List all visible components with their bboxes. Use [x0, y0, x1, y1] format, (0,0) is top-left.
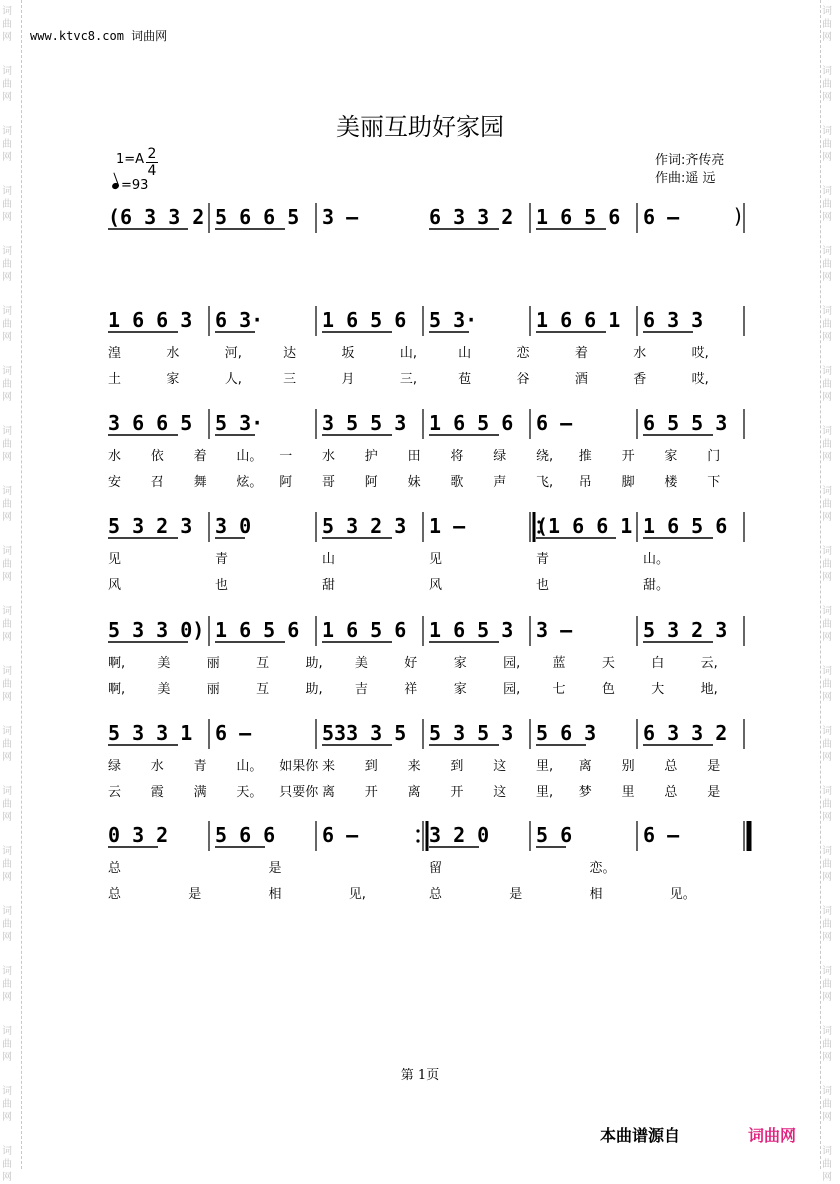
lyric-syllable: 蓝	[552, 656, 566, 671]
note-group: 3 0	[215, 514, 252, 538]
watermark-text: 词 曲 网	[822, 6, 832, 43]
lyric-syllable: 绕,	[536, 449, 554, 464]
note-group: 1 6 5 6	[322, 618, 407, 642]
lyric-syllable: 水	[633, 346, 647, 361]
note-group: 1 6 5 6	[429, 411, 514, 435]
lyric-syllable: 是	[268, 861, 282, 876]
lyric-syllable: 水	[150, 759, 164, 774]
note-group: 5 3·	[215, 411, 264, 435]
note-group: 6 –	[643, 205, 680, 229]
lyric-syllable: 青	[193, 759, 207, 774]
note-group: 1 6 5 3	[429, 618, 514, 642]
lyric-syllable: 这	[493, 759, 507, 774]
watermark-text: 词 曲 网	[822, 1146, 832, 1183]
lyric-syllable: 满	[193, 785, 207, 800]
lyric-syllable: 谷	[516, 372, 530, 387]
watermark-text: 词 曲 网	[2, 1026, 12, 1063]
key-signature: 1=A	[116, 152, 145, 167]
lyric-syllable: 哎,	[691, 372, 709, 387]
watermark-text: 词 曲 网	[2, 486, 12, 523]
watermark-text: 词 曲 网	[822, 786, 832, 823]
lyric-syllable: 水	[166, 346, 180, 361]
note-group: 6 –	[215, 721, 252, 745]
lyric-syllable: 总	[664, 759, 678, 774]
note-group: 6 3 3 2	[429, 205, 514, 229]
lyric-syllable: 一	[279, 449, 293, 464]
lyric-syllable: 天	[601, 656, 615, 671]
note-group: 6 3 3 2	[643, 721, 728, 745]
note-group: 5 3 3 1	[108, 721, 193, 745]
lyric-syllable: 也	[215, 578, 229, 593]
lyric-syllable: 家	[664, 449, 678, 464]
lyric-syllable: 霞	[150, 785, 164, 800]
watermark-text: 词 曲 网	[822, 846, 832, 883]
watermark-text: 词 曲 网	[822, 186, 832, 223]
watermark-text: 词 曲 网	[822, 966, 832, 1003]
lyric-syllable: 妹	[407, 475, 421, 490]
note-group: 3 –	[536, 618, 573, 642]
lyric-syllable: 云,	[700, 656, 718, 671]
lyric-syllable: 地,	[700, 682, 718, 697]
lyric-syllable: 美	[157, 656, 171, 671]
lyric-syllable: 里	[621, 785, 635, 800]
lyric-syllable: 助,	[305, 656, 323, 671]
lyric-syllable: 互	[256, 656, 270, 671]
lyric-syllable: 推	[578, 449, 592, 464]
watermark-text: 词 曲 网	[822, 666, 832, 703]
lyric-syllable: 酒	[574, 372, 588, 387]
note-group: (6 3 3 2	[108, 205, 205, 229]
watermark-text: 词 曲 网	[2, 6, 12, 43]
lyric-syllable: 梦	[578, 785, 592, 800]
lyric-syllable: 见。	[669, 887, 696, 902]
note-group: 1 6 5 6	[322, 308, 407, 332]
watermark-text: 词 曲 网	[822, 546, 832, 583]
note-group: 3 6 6 5	[108, 411, 193, 435]
lyric-syllable: 天。	[236, 785, 263, 800]
lyric-syllable: 水	[108, 449, 122, 464]
site-header[interactable]: www.ktvc8.com 词曲网	[30, 29, 168, 43]
note-group: 533 3 5	[322, 721, 407, 745]
lyric-syllable: 总	[108, 887, 122, 902]
lyric-syllable: 绿	[108, 759, 122, 774]
lyric-syllable: 阿	[364, 475, 378, 490]
watermark-text: 词 曲 网	[2, 1086, 12, 1123]
watermark-text: 词 曲 网	[2, 306, 12, 343]
lyric-syllable: 月	[341, 372, 355, 387]
watermark-text: 词 曲 网	[2, 366, 12, 403]
lyric-syllable: 土	[108, 372, 122, 387]
lyric-syllable: 香	[633, 372, 647, 387]
lyric-syllable: 山。	[236, 759, 263, 774]
lyric-syllable: 楼	[664, 475, 678, 490]
lyric-syllable: 家	[453, 682, 467, 697]
lyric-syllable: 恋	[516, 346, 530, 361]
watermark-text: 词 曲 网	[2, 846, 12, 883]
lyric-syllable: 田	[407, 449, 421, 464]
watermark-text: 词 曲 网	[2, 906, 12, 943]
lyric-syllable: 白	[651, 656, 665, 671]
lyric-syllable: 里,	[536, 759, 554, 774]
lyric-syllable: 色	[601, 682, 615, 697]
lyric-syllable: 炫。	[236, 475, 263, 490]
lyric-syllable: 水	[322, 449, 336, 464]
lyric-syllable: 离	[322, 785, 336, 800]
lyric-syllable: 啊,	[108, 656, 126, 671]
repeat-dot	[416, 839, 419, 842]
note-group: 6 –	[536, 411, 573, 435]
lyric-syllable: 里,	[536, 785, 554, 800]
lyric-syllable: 歌	[450, 475, 464, 490]
watermark-text: 词 曲 网	[2, 786, 12, 823]
note-group: (1 6 6 1	[536, 514, 633, 538]
lyric-syllable: 山,	[399, 346, 417, 361]
note-group: 1 –	[429, 514, 466, 538]
lyricist: 作词:齐传亮	[655, 153, 725, 168]
lyric-syllable: 离	[578, 759, 592, 774]
lyric-syllable: 到	[364, 759, 378, 774]
watermark-text: 词 曲 网	[2, 126, 12, 163]
time-numerator: 2	[147, 146, 157, 162]
lyric-syllable: 到	[450, 759, 464, 774]
watermark-text: 词 曲 网	[822, 486, 832, 523]
lyric-syllable: 三,	[399, 372, 417, 387]
note-group: 6 –	[643, 823, 680, 847]
lyric-syllable: 安	[108, 475, 122, 490]
watermark-text: 词 曲 网	[2, 606, 12, 643]
lyric-syllable: 山。	[236, 449, 263, 464]
lyric-syllable: 园,	[503, 682, 521, 697]
lyric-syllable: 丽	[206, 656, 220, 671]
lyric-syllable: 下	[707, 475, 721, 490]
lyric-syllable: 依	[150, 449, 164, 464]
note-group: 5 3 5 3	[429, 721, 514, 745]
watermark-text: 词 曲 网	[2, 966, 12, 1003]
lyric-syllable: 丽	[206, 682, 220, 697]
note-group: 6 3·	[215, 308, 264, 332]
lyric-syllable: 别	[621, 759, 635, 774]
lyric-syllable: 是	[707, 759, 721, 774]
repeat-dot	[416, 829, 419, 832]
lyric-syllable: 美	[354, 656, 368, 671]
note-group: 5 3 2 3	[643, 618, 728, 642]
lyric-syllable: 祥	[404, 682, 418, 697]
lyric-syllable: 绿	[493, 449, 507, 464]
lyric-syllable: 家	[166, 372, 180, 387]
lyric-syllable: 门	[707, 449, 721, 464]
note-group: 6 3 3	[643, 308, 704, 332]
lyric-syllable: 园,	[503, 656, 521, 671]
lyric-syllable: 着	[574, 346, 588, 361]
watermark-text: 词 曲 网	[2, 186, 12, 223]
lyric-syllable: 青	[536, 552, 550, 567]
note-group: 1 6 5 6	[215, 618, 300, 642]
watermark-text: 词 曲 网	[822, 426, 832, 463]
lyric-syllable: 风	[429, 578, 443, 593]
time-denominator: 4	[147, 163, 157, 179]
watermark-text: 词 曲 网	[822, 606, 832, 643]
lyric-syllable: 总	[664, 785, 678, 800]
lyric-syllable: 人,	[224, 372, 242, 387]
lyric-syllable: 达	[283, 346, 297, 361]
lyric-syllable: 开	[364, 785, 378, 800]
footer-brand[interactable]: 词曲网	[748, 1126, 797, 1145]
watermark-text: 词 曲 网	[2, 666, 12, 703]
watermark-text: 词 曲 网	[822, 306, 832, 343]
lyric-syllable: 哎,	[691, 346, 709, 361]
note-group: 6 5 5 3	[643, 411, 728, 435]
note-group: 3 2 0	[429, 823, 490, 847]
lyric-syllable: 见	[108, 552, 122, 567]
lyric-syllable: 湟	[108, 346, 122, 361]
lyric-syllable: 青	[215, 552, 229, 567]
composer: 作曲:遥 远	[655, 171, 716, 186]
watermark-text: 词 曲 网	[2, 546, 12, 583]
lyric-syllable: 声	[493, 475, 507, 490]
lyric-syllable: 吉	[354, 682, 368, 697]
lyric-syllable: 相	[589, 887, 603, 902]
lyric-syllable: 召	[150, 475, 164, 490]
lyric-syllable: 飞,	[536, 475, 554, 490]
lyric-syllable: 来	[322, 759, 336, 774]
lyric-syllable: 护	[364, 449, 378, 464]
watermark-text: 词 曲 网	[822, 1086, 832, 1123]
lyric-syllable: 三	[283, 372, 297, 387]
watermark-text: 词 曲 网	[2, 1146, 12, 1183]
note-group: 5 6 6	[215, 823, 276, 847]
lyric-syllable: 也	[536, 578, 550, 593]
note-group: 0 3 2	[108, 823, 169, 847]
lyric-syllable: 助,	[305, 682, 323, 697]
watermark-text: 词 曲 网	[822, 66, 832, 103]
note-group: 5 3 2 3	[108, 514, 193, 538]
note-group: 5 6 6 5	[215, 205, 300, 229]
lyric-syllable: 总	[108, 861, 122, 876]
note-group: 1 6 6 1	[536, 308, 621, 332]
lyric-syllable: 山	[322, 552, 336, 567]
watermark-text: 词 曲 网	[822, 246, 832, 283]
lyric-syllable: 大	[651, 682, 665, 697]
note-group: 6 –	[322, 823, 359, 847]
lyric-syllable: 阿	[279, 475, 293, 490]
note-group: 5 6 3	[536, 721, 597, 745]
lyric-syllable: 来	[407, 759, 421, 774]
page-number: 第 1页	[400, 1068, 440, 1083]
watermark-text: 词 曲 网	[822, 126, 832, 163]
lyric-syllable: 甜。	[643, 578, 670, 593]
lyric-syllable: 脚	[621, 475, 635, 490]
lyric-syllable: 见	[429, 552, 443, 567]
watermark-text: 词 曲 网	[2, 66, 12, 103]
lyric-syllable: 哥	[322, 475, 336, 490]
lyric-syllable: 吊	[578, 475, 592, 490]
lyric-syllable: 这	[493, 785, 507, 800]
watermark-text: 词 曲 网	[822, 1026, 832, 1063]
lyric-syllable: 总	[429, 887, 443, 902]
watermark-text: 词 曲 网	[2, 726, 12, 763]
watermark-text: 词 曲 网	[822, 366, 832, 403]
lyric-syllable: 是	[188, 887, 202, 902]
note-group: 5 3·	[429, 308, 478, 332]
bracket-close: )	[734, 204, 742, 228]
lyric-syllable: 啊,	[108, 682, 126, 697]
lyric-syllable: 留	[429, 861, 443, 876]
song-title: 美丽互助好家园	[336, 113, 504, 141]
lyric-syllable: 七	[552, 682, 566, 697]
lyric-syllable: 开	[450, 785, 464, 800]
watermark-text: 词 曲 网	[2, 426, 12, 463]
lyric-syllable: 河,	[224, 346, 242, 361]
lyric-syllable: 山。	[643, 552, 670, 567]
lyric-syllable: 离	[407, 785, 421, 800]
note-group: 3 5 5 3	[322, 411, 407, 435]
lyric-syllable: 是	[509, 887, 523, 902]
lyric-syllable: 风	[108, 578, 122, 593]
lyric-syllable: 甜	[322, 578, 336, 593]
lyric-syllable: 只要你	[279, 785, 319, 800]
note-group: 1 6 5 6	[643, 514, 728, 538]
note-group: 3 –	[322, 205, 359, 229]
tempo-value: =93	[121, 178, 149, 193]
lyric-syllable: 见,	[348, 887, 366, 902]
lyric-syllable: 苞	[458, 372, 472, 387]
lyric-syllable: 舞	[193, 475, 207, 490]
lyric-syllable: 将	[450, 449, 464, 464]
lyric-syllable: 如果你	[279, 759, 319, 774]
lyric-syllable: 恋。	[589, 861, 616, 876]
watermark-text: 词 曲 网	[822, 726, 832, 763]
lyric-syllable: 开	[621, 449, 635, 464]
lyric-syllable: 山	[458, 346, 472, 361]
note-group: 1 6 5 6	[536, 205, 621, 229]
lyric-syllable: 相	[268, 887, 282, 902]
watermark-text: 词 曲 网	[822, 906, 832, 943]
note-group: 1 6 6 3	[108, 308, 193, 332]
note-group: 5 3 3 0)	[108, 618, 205, 642]
watermark-text: 词 曲 网	[2, 246, 12, 283]
lyric-syllable: 家	[453, 656, 467, 671]
lyric-syllable: 美	[157, 682, 171, 697]
lyric-syllable: 好	[404, 656, 418, 671]
lyric-syllable: 着	[193, 449, 207, 464]
note-group: 5 6	[536, 823, 573, 847]
lyric-syllable: 坂	[341, 346, 355, 361]
footer-source-label: 本曲谱源自	[600, 1126, 681, 1145]
note-group: 5 3 2 3	[322, 514, 407, 538]
lyric-syllable: 是	[707, 785, 721, 800]
lyric-syllable: 互	[256, 682, 270, 697]
lyric-syllable: 云	[108, 785, 122, 800]
